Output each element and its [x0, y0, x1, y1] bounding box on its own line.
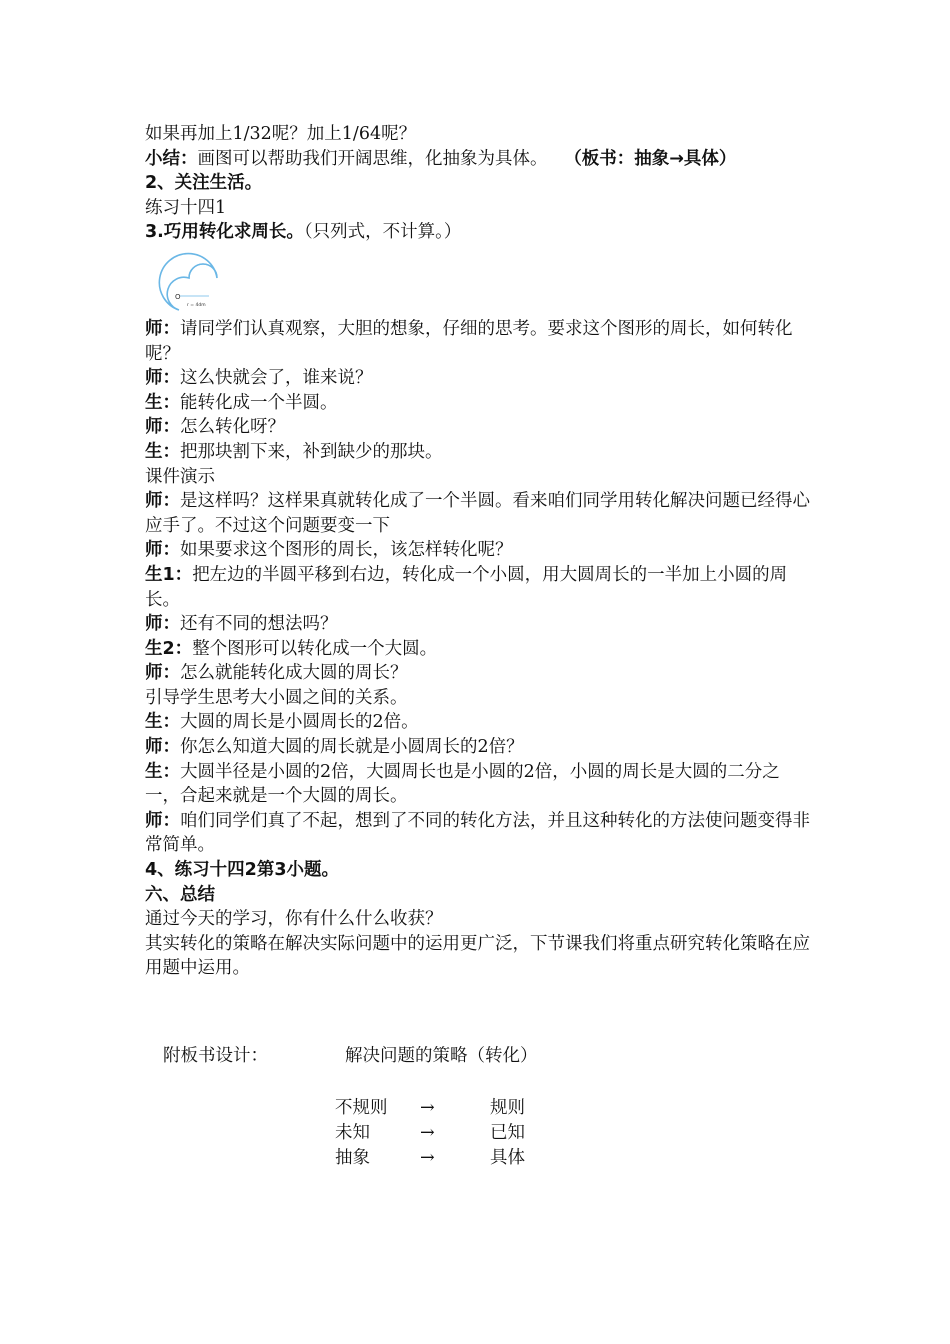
- document-body: [145, 122, 810, 981]
- dialogue-line: 师：是这样吗？这样果真就转化成了一个半圆。看来咱们同学用转化解决问题已经得心应手了。不过这个问题要变一下: [145, 491, 810, 536]
- section-heading: 2、关注生活。: [145, 173, 263, 194]
- dialogue-line: 4、练习十四2第3小题。: [145, 860, 340, 881]
- dialogue-line: 师：咱们同学们真了不起，想到了不同的转化方法，并且这种转化的方法使问题变得非常简单。: [145, 810, 810, 856]
- board-cell-to: 已知: [490, 1123, 525, 1143]
- dialogue-line: 生：大圆的周长是小圆周长的2倍。: [145, 712, 419, 733]
- circle-figure: [145, 245, 810, 317]
- dialogue-line: 课件演示: [145, 466, 215, 487]
- board-row: [335, 1096, 570, 1121]
- dialogue-line: 生1：把左边的半圆平移到右边，转化成一个小圆，用大圆周长的一半加上小圆的周长。: [145, 564, 788, 610]
- dialogue-line: 师：这么快就会了，谁来说？: [145, 368, 373, 389]
- dialogue-line: 其实转化的策略在解决实际问题中的运用更广泛，下节课我们将重点研究转化策略在应用题中运用。: [145, 933, 810, 979]
- board-row: [335, 1146, 570, 1171]
- board-cell-from: 抽象: [335, 1148, 370, 1168]
- board-cell-arrow: →: [420, 1098, 435, 1118]
- section-heading: 3.巧用转化求周长。（只列式，不计算。）: [145, 222, 462, 243]
- figure-label-r: r = 4dm: [187, 302, 206, 308]
- dialogue-line: 师：还有不同的想法吗？: [145, 614, 338, 635]
- board-label: 附板书设计：: [163, 1046, 268, 1066]
- dialogue-line: 引导学生思考大小圆之间的关系。: [145, 687, 408, 708]
- dialogue-line: 师：如果要求这个图形的周长，该怎样转化呢？: [145, 540, 513, 561]
- dialogue-line: 六、总结: [145, 884, 215, 905]
- text-line: 练习十四1: [145, 197, 227, 218]
- dialogue-line: 师：你怎么知道大圆的周长就是小圆周长的2倍？: [145, 737, 524, 758]
- board-rows: [335, 1096, 570, 1171]
- summary-line: 小结：画图可以帮助我们开阔思维，化抽象为具体。 （板书：抽象→具体）: [145, 148, 737, 169]
- dialogue-line: 师：怎么就能转化成大圆的周长？: [145, 663, 408, 684]
- board-cell-from: 未知: [335, 1123, 370, 1143]
- dialogue-line: 生2：整个图形可以转化成一个大圆。: [145, 638, 438, 659]
- dialogue-line: 师：怎么转化呀？: [145, 417, 285, 438]
- board-title: 解决问题的策略（转化）: [345, 1046, 538, 1066]
- board-cell-arrow: →: [420, 1148, 435, 1168]
- dialogue-line: 生：能转化成一个半圆。: [145, 392, 338, 413]
- board-cell-from: 不规则: [335, 1098, 388, 1118]
- dialogue-line: 通过今天的学习，你有什么什么收获？: [145, 909, 443, 930]
- board-cell-to: 具体: [490, 1148, 525, 1168]
- dialogue-line: 生：大圆半径是小圆的2倍，大圆周长也是小圆的2倍，小圆的周长是大圆的二分之一，合起来就是一个大圆的周长。: [145, 761, 780, 807]
- text-line: 如果再加上1/32呢？加上1/64呢？: [145, 124, 417, 144]
- board-cell-to: 规则: [490, 1098, 525, 1118]
- board-cell-arrow: →: [420, 1123, 435, 1143]
- dialogue: [145, 317, 810, 981]
- figure-label-o: O: [175, 292, 181, 301]
- circle-shape-icon: [147, 248, 227, 314]
- dialogue-line: 师：请同学们认真观察，大胆的想象，仔细的思考。要求这个图形的周长，如何转化呢？: [145, 318, 793, 364]
- dialogue-line: 生：把那块割下来，补到缺少的那块。: [145, 441, 443, 462]
- board-row: [335, 1121, 570, 1146]
